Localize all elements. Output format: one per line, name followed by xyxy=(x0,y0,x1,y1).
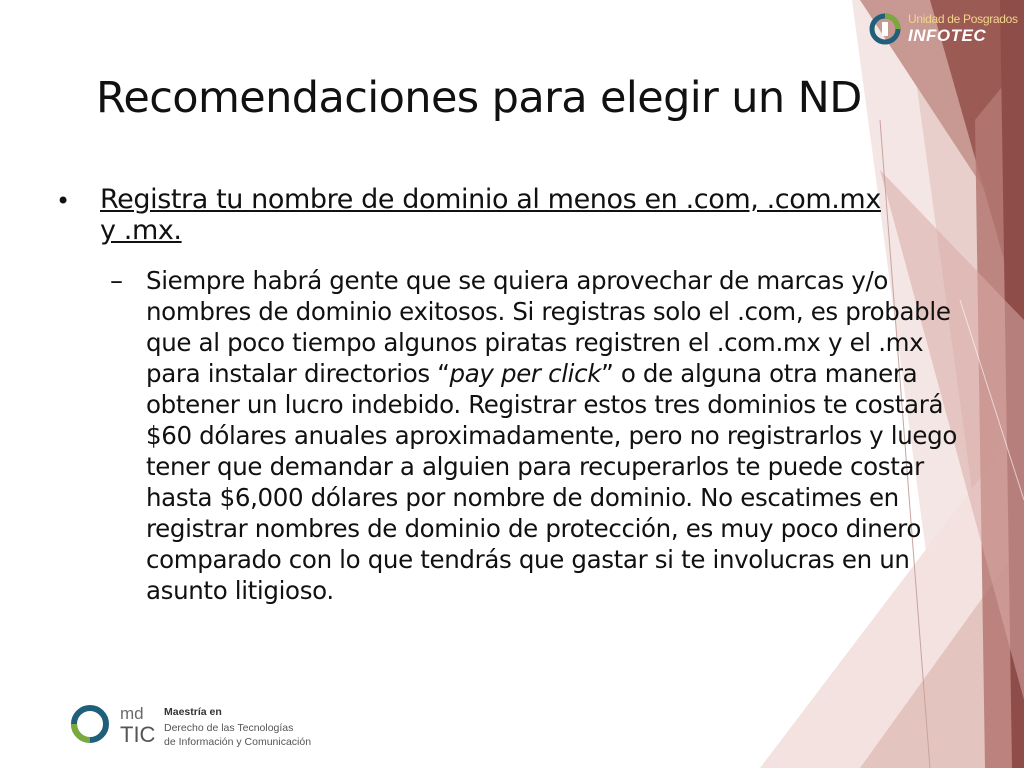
program-line-2: Derecho de las Tecnologías xyxy=(164,722,294,734)
sub-text-italic: pay per click xyxy=(449,359,602,388)
logo-tic-text: TIC xyxy=(120,722,156,747)
mdtic-ring-icon xyxy=(68,702,112,746)
slide-title: Recomendaciones para elegir un ND xyxy=(96,73,862,123)
sub-text-part-2: ” o de alguna otra manera obtener un lucro indebido. Registrar estos tres dominios te costará $60 dólares anuales aproximadamente, pero no registrarlos y luego tener que demandar a alguien para recuperarlos te puede costar hasta $6,000 dólares por nombre de dominio. No escatimes en registrar nombres de dominio de protección, es muy poco dinero comparado con lo que tendrás que gastar si te involucras en un asunto litigioso. xyxy=(146,359,957,605)
infotec-logo xyxy=(868,8,1018,48)
sub-bullet-marker: – xyxy=(110,266,123,296)
bullet-text: Registra tu nombre de dominio al menos en .com, .com.mx y .mx. xyxy=(100,184,881,246)
program-line-3: de Información y Comunicación xyxy=(164,736,312,748)
sub-text-part-1: Siempre habrá gente que se quiera aprovechar de marcas y/o nombres de dominio exitosos. Si registras solo el .com, es probable que al poco tiempo algunos piratas registren el .com.mx y el .mx para instalar directorios “ xyxy=(146,266,951,388)
program-line-1: Maestría en xyxy=(164,706,222,718)
bullet-marker: • xyxy=(56,187,71,215)
mdtic-logo xyxy=(68,700,328,752)
logo-md-text: md xyxy=(120,704,144,723)
sub-bullet-text xyxy=(146,265,966,606)
logo-infotec-label: INFOTEC xyxy=(908,26,987,45)
infotec-ring-icon xyxy=(868,12,902,46)
logo-unit-label: Unidad de Posgrados xyxy=(908,12,1018,26)
